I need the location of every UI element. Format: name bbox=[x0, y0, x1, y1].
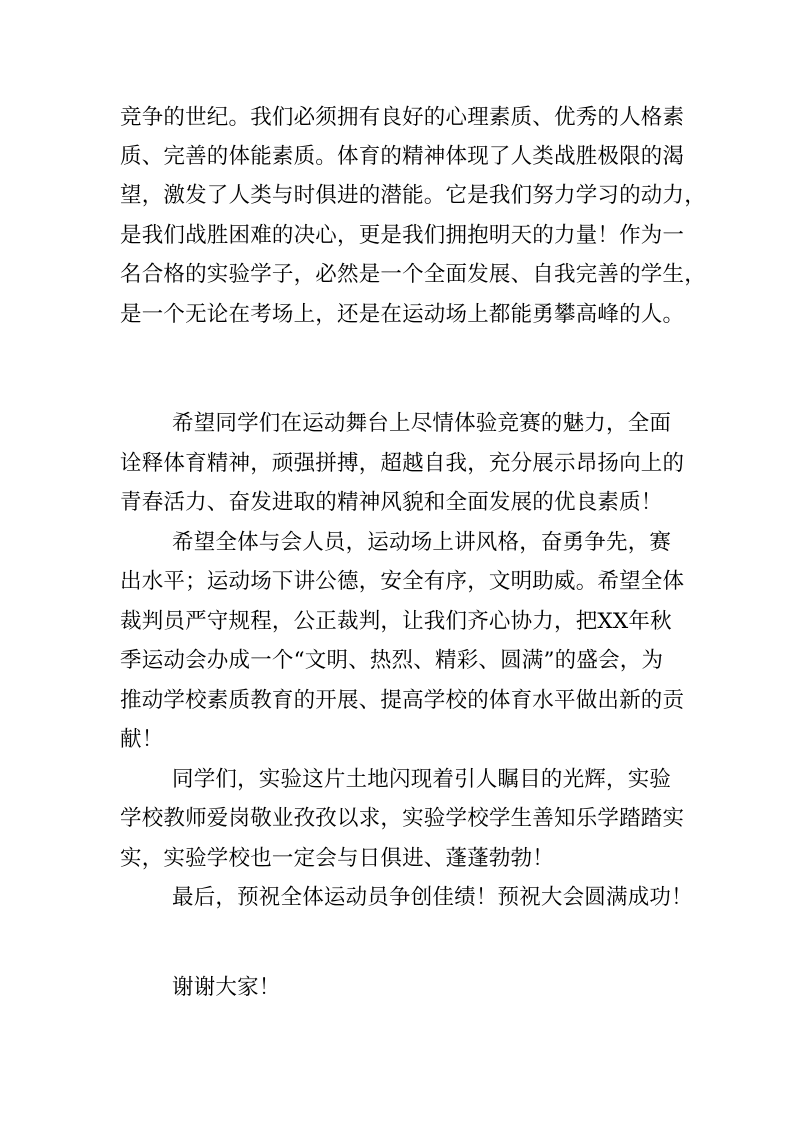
text-line: 是一个无论在考场上，还是在运动场上都能勇攀高峰的人。 bbox=[120, 302, 685, 327]
text-line: 名合格的实验学子，必然是一个全面发展、自我完善的学生， bbox=[120, 262, 706, 287]
text-line: 献！ bbox=[120, 727, 164, 752]
text-line: 诠释体育精神，顽强拼搏，超越自我，充分展示昂扬向上的 bbox=[120, 451, 685, 476]
text-line: 希望同学们在运动舞台上尽情体验竞赛的魅力，全面 bbox=[172, 411, 672, 436]
text-line: 是我们战胜困难的决心，更是我们拥抱明天的力量！作为一 bbox=[120, 223, 685, 248]
text-line: 推动学校素质教育的开展、提高学校的体育水平做出新的贡 bbox=[120, 688, 685, 713]
text-line: 竞争的世纪。我们必须拥有良好的心理素质、优秀的人格素 bbox=[120, 105, 685, 130]
text-line: 实，实验学校也一定会与日俱进、蓬蓬勃勃！ bbox=[120, 846, 555, 871]
text-line: 季运动会办成一个“文明、热烈、精彩、圆满”的盛会，为 bbox=[120, 648, 664, 673]
text-line: 谢谢大家！ bbox=[172, 975, 281, 1000]
text-line: 同学们，实验这片土地闪现着引人瞩目的光辉，实验 bbox=[172, 767, 672, 792]
text-line: 希望全体与会人员，运动场上讲风格，奋勇争先，赛 bbox=[172, 530, 672, 555]
text-line: 学校教师爱岗敬业孜孜以求，实验学校学生善知乐学踏踏实 bbox=[120, 806, 685, 831]
text-line: 青春活力、奋发进取的精神风貌和全面发展的优良素质！ bbox=[120, 490, 663, 515]
text-line: 出水平；运动场下讲公德，安全有序，文明助威。希望全体 bbox=[120, 569, 685, 594]
text-line: 最后，预祝全体运动员争创佳绩！预祝大会圆满成功！ bbox=[172, 885, 693, 910]
text-line: 质、完善的体能素质。体育的精神体现了人类战胜极限的渴 bbox=[120, 144, 685, 169]
text-line: 裁判员严守规程，公正裁判，让我们齐心协力，把XX年秋 bbox=[120, 609, 672, 634]
text-line: 望，激发了人类与时俱进的潜能。它是我们努力学习的动力， bbox=[120, 183, 706, 208]
